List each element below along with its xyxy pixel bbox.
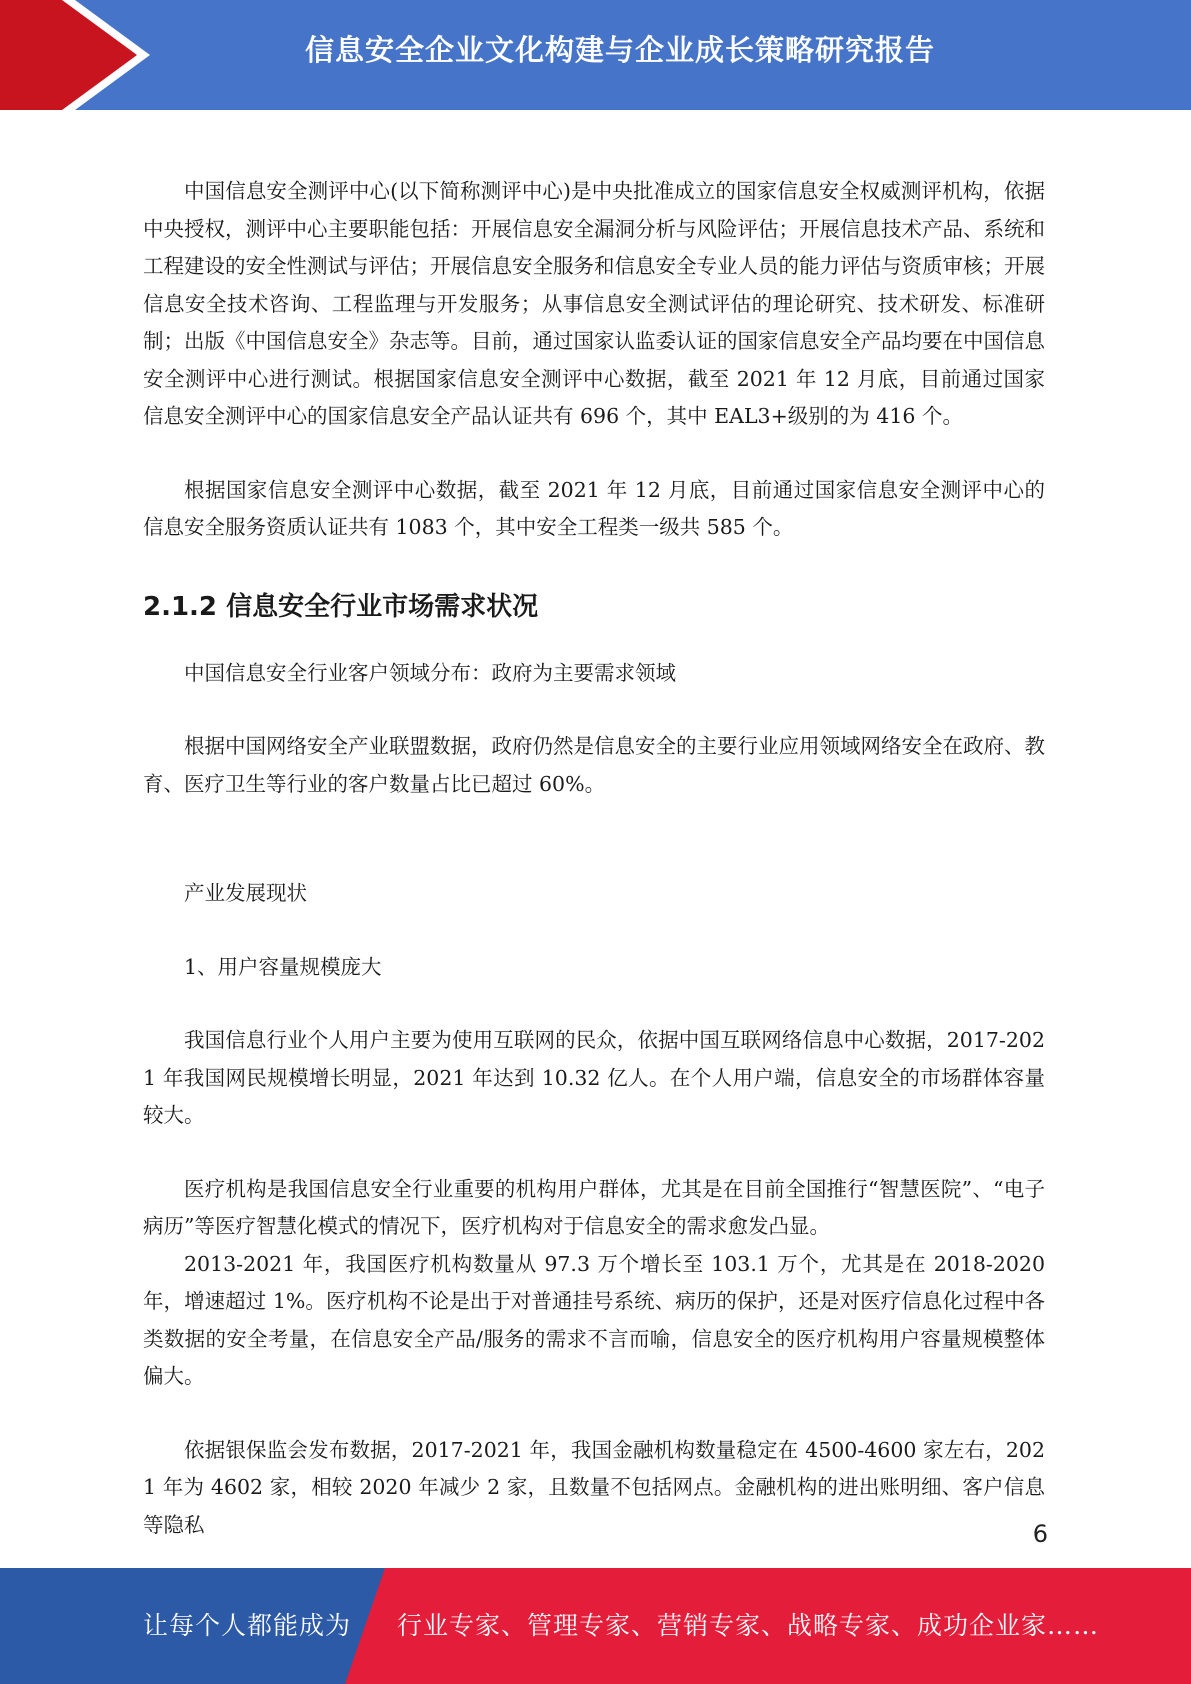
paragraph-industry-status: 产业发展现状	[184, 881, 307, 905]
page-number: 6	[1032, 1520, 1048, 1548]
page-header	[0, 0, 1191, 110]
footer-slogan-right: 行业专家、管理专家、营销专家、战略专家、成功企业家……	[397, 1611, 1100, 1640]
report-title: 信息安全企业文化构建与企业成长策略研究报告	[304, 33, 935, 67]
document-body	[143, 173, 1045, 1544]
paragraph-medical-growth: 2013-2021 年，我国医疗机构数量从 97.3 万个增长至 103.1 万个，尤其是在 2018-2020 年，增速超过 1%。医疗机构不论是出于对普通挂号系统、病历的保护，还是对医疗信息化过程中各类数据的安全考量，在信息安全产品/服务的需求不言而喻，信息安全的医疗机构用户容量规模整体偏大。	[143, 1251, 1045, 1388]
section-heading: 2.1.2 信息安全行业市场需求状况	[143, 591, 539, 622]
paragraph-customer-distribution: 中国信息安全行业客户领域分布：政府为主要需求领域	[184, 660, 676, 685]
paragraph-government-share: 根据中国网络安全产业联盟数据，政府仍然是信息安全的主要行业应用领域网络安全在政府、教育、医疗卫生等行业的客户数量占比已超过 60%。	[143, 734, 1045, 796]
footer-slogan-left: 让每个人都能成为	[143, 1611, 352, 1640]
page-footer	[0, 1568, 1191, 1684]
paragraph-user-capacity: 1、用户容量规模庞大	[184, 954, 382, 979]
paragraph-testing-center: 中国信息安全测评中心(以下简称测评中心)是中央批准成立的国家信息安全权威测评机构，依据中央授权，测评中心主要职能包括：开展信息安全漏洞分析与风险评估；开展信息技术产品、系统和工程建设的安全性测试与评估；开展信息安全服务和信息安全专业人员的能力评估与资质审核；开展信息安全技术咨询、工程监理与开发服务；从事信息安全测试评估的理论研究、技术研发、标准研制；出版《中国信息安全》杂志等。目前，通过国家认监委认证的国家信息安全产品均要在中国信息安全测评中心进行测试。根据国家信息安全测评中心数据，截至 2021 年 12 月底，目前通过国家信息安全测评中心的国家信息安全产品认证共有 696 个，其中 EAL3+级别的为 416 个。	[143, 179, 1045, 428]
paragraph-financial-institutions: 依据银保监会发布数据，2017-2021 年，我国金融机构数量稳定在 4500-4600 家左右，2021 年为 4602 家，相较 2020 年减少 2 家，且数量不包括网点。金融机构的进出账明细、客户信息等隐私	[143, 1437, 1045, 1537]
paragraph-service-certification: 根据国家信息安全测评中心数据，截至 2021 年 12 月底，目前通过国家信息安全测评中心的信息安全服务资质认证共有 1083 个，其中安全工程类一级共 585 个。	[143, 477, 1045, 539]
paragraph-medical-institutions: 医疗机构是我国信息安全行业重要的机构用户群体，尤其是在目前全国推行“智慧医院”、“电子病历”等医疗智慧化模式的情况下，医疗机构对于信息安全的需求愈发凸显。	[143, 1176, 1045, 1238]
paragraph-internet-users: 我国信息行业个人用户主要为使用互联网的民众，依据中国互联网络信息中心数据，2017-2021 年我国网民规模增长明显，2021 年达到 10.32 亿人。在个人用户端，信息安全的市场群体容量较大。	[143, 1028, 1045, 1127]
